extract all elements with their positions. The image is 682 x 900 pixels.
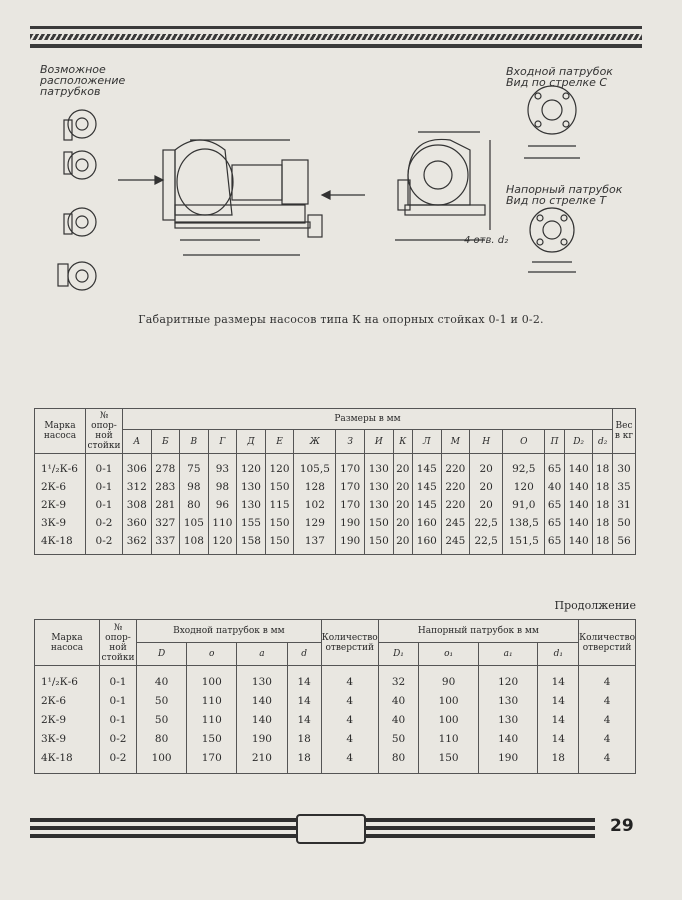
table-cell: 120 — [503, 478, 545, 496]
col-sizes: Размеры в мм — [123, 409, 613, 430]
table-cell: 4 — [579, 748, 636, 774]
table-cell: 130 — [478, 710, 538, 729]
subcol-header: d₂ — [593, 430, 613, 454]
label-inlet-nozzle — [506, 66, 613, 88]
inlet-flange-view — [524, 86, 580, 158]
table-cell: 91,0 — [503, 496, 545, 514]
table-cell: 170 — [336, 454, 365, 479]
table-cell: 80 — [378, 748, 419, 774]
table-cell: 20 — [470, 454, 503, 479]
table-cell: 100 — [187, 666, 237, 692]
table-cell: 140 — [564, 514, 593, 532]
table-cell: 102 — [294, 496, 336, 514]
col-weight: Вес в кг — [613, 409, 636, 454]
table-cell: 40 — [378, 710, 419, 729]
table-cell: 90 — [419, 666, 479, 692]
subcol-header: D₂ — [564, 430, 593, 454]
table-cell: 20 — [393, 532, 413, 555]
table-cell: 20 — [393, 478, 413, 496]
label-line: патрубков — [40, 85, 101, 98]
table-cell: 120 — [208, 532, 237, 555]
nozzle-position-2-icon — [64, 151, 96, 179]
table-cell: 0-2 — [86, 532, 123, 555]
table-cell: 150 — [187, 729, 237, 748]
table-cell: 278 — [151, 454, 180, 479]
table-cell: 14 — [538, 710, 579, 729]
table-cell: 18 — [538, 748, 579, 774]
table-cell: 4 — [579, 729, 636, 748]
table-cell: 0-2 — [100, 729, 137, 748]
nozzle-position-3-icon — [64, 208, 96, 236]
subcol-header: А — [123, 430, 152, 454]
table-cell: 4 — [321, 729, 378, 748]
subcol-header: a — [237, 643, 287, 666]
table-cell: 120 — [478, 666, 538, 692]
subcol-header: d₁ — [538, 643, 579, 666]
table-cell: 35 — [613, 478, 636, 496]
subcol-header: В — [180, 430, 209, 454]
table-cell: 20 — [470, 496, 503, 514]
table-cell: 18 — [287, 748, 321, 774]
table-cell: 0-1 — [100, 666, 137, 692]
table-cell: 145 — [413, 478, 442, 496]
table-cell: 4 — [579, 666, 636, 692]
table-cell: 362 — [123, 532, 152, 555]
table-cell: 110 — [187, 710, 237, 729]
table-cell: 0-2 — [86, 514, 123, 532]
table-cell: 245 — [441, 514, 470, 532]
table-cell: 40 — [545, 478, 565, 496]
table-row — [35, 478, 636, 496]
table-cell: 160 — [413, 514, 442, 532]
label-line: расположение — [40, 74, 126, 87]
table-cell: 210 — [237, 748, 287, 774]
table-cell: 140 — [237, 691, 287, 710]
label-line: Вид по стрелке С — [506, 76, 608, 89]
col-inlet: Входной патрубок в мм — [137, 620, 322, 643]
table-cell: 56 — [613, 532, 636, 555]
table-cell: 80 — [137, 729, 187, 748]
table-cell: 158 — [237, 532, 266, 555]
table-cell: 155 — [237, 514, 266, 532]
subcol-header: Ж — [294, 430, 336, 454]
continuation-label: Продолжение — [554, 599, 636, 612]
table-cell: 0-1 — [86, 454, 123, 479]
table-cell: 98 — [208, 478, 237, 496]
col-count-inlet: Количество отверстий — [321, 620, 378, 666]
table-cell: 40 — [137, 666, 187, 692]
col-outlet: Напорный патрубок в мм — [378, 620, 578, 643]
label-line: Вид по стрелке Т — [506, 194, 607, 207]
subcol-header: D — [137, 643, 187, 666]
table-cell: 130 — [364, 478, 393, 496]
table-cell: 140 — [564, 532, 593, 555]
table-cell: 4К-18 — [35, 748, 100, 774]
pump-emblem-icon — [296, 814, 366, 844]
col-brand: Марка насоса — [35, 409, 86, 454]
table-cell: 65 — [545, 532, 565, 555]
table-cell: 3К-9 — [35, 729, 100, 748]
col-stand: № опор-ной стойки — [86, 409, 123, 454]
subcol-header: О — [503, 430, 545, 454]
table-row — [35, 729, 636, 748]
table-cell: 140 — [237, 710, 287, 729]
subcol-header: o₁ — [419, 643, 479, 666]
col-stand: № опор-ной стойки — [100, 620, 137, 666]
table-cell: 14 — [538, 729, 579, 748]
table-cell: 190 — [336, 514, 365, 532]
table-cell: 190 — [336, 532, 365, 555]
table-cell: 18 — [593, 514, 613, 532]
table-cell: 3К-9 — [35, 514, 86, 532]
col-brand: Марка насоса — [35, 620, 100, 666]
table-cell: 30 — [613, 454, 636, 479]
table-cell: 130 — [478, 691, 538, 710]
table-cell: 0-1 — [86, 478, 123, 496]
table-cell: 145 — [413, 496, 442, 514]
table-row — [35, 710, 636, 729]
table-cell: 100 — [419, 710, 479, 729]
subcol-header: Е — [265, 430, 294, 454]
table-cell: 20 — [393, 514, 413, 532]
table-cell: 80 — [180, 496, 209, 514]
page-number: 29 — [610, 816, 634, 836]
table-cell: 22,5 — [470, 532, 503, 555]
table-cell: 140 — [564, 496, 593, 514]
table-cell: 22,5 — [470, 514, 503, 532]
nozzles-table — [34, 619, 636, 774]
table-cell: 327 — [151, 514, 180, 532]
table-cell: 50 — [613, 514, 636, 532]
table-cell: 150 — [364, 532, 393, 555]
label-possible-nozzles — [40, 64, 125, 97]
table-cell: 93 — [208, 454, 237, 479]
table-cell: 98 — [180, 478, 209, 496]
table-cell: 220 — [441, 478, 470, 496]
table-cell: 150 — [265, 478, 294, 496]
table-cell: 150 — [265, 514, 294, 532]
table-cell: 18 — [593, 532, 613, 555]
table-row — [35, 691, 636, 710]
subcol-header: o — [187, 643, 237, 666]
table-cell: 115 — [265, 496, 294, 514]
table-cell: 129 — [294, 514, 336, 532]
table-cell: 120 — [237, 454, 266, 479]
table-cell: 20 — [393, 496, 413, 514]
table-cell: 2К-9 — [35, 710, 100, 729]
table-cell: 14 — [538, 666, 579, 692]
table-cell: 4 — [321, 691, 378, 710]
table-cell: 40 — [378, 691, 419, 710]
table-cell: 108 — [180, 532, 209, 555]
table-cell: 20 — [470, 478, 503, 496]
table-cell: 4 — [321, 666, 378, 692]
nozzle-position-4-icon — [58, 262, 96, 290]
subcol-header: К — [393, 430, 413, 454]
table-cell: 151,5 — [503, 532, 545, 555]
table-cell: 145 — [413, 454, 442, 479]
subcol-header: d — [287, 643, 321, 666]
table-cell: 14 — [287, 691, 321, 710]
table-cell: 170 — [336, 478, 365, 496]
nozzle-position-1-icon — [64, 110, 96, 140]
table-cell: 50 — [137, 691, 187, 710]
table-cell: 220 — [441, 496, 470, 514]
table-cell: 312 — [123, 478, 152, 496]
table-cell: 2К-9 — [35, 496, 86, 514]
table-cell: 0-2 — [100, 748, 137, 774]
table-cell: 14 — [538, 691, 579, 710]
table-cell: 50 — [137, 710, 187, 729]
table-cell: 65 — [545, 496, 565, 514]
table-cell: 130 — [237, 496, 266, 514]
col-count-outlet: Количество отверстий — [579, 620, 636, 666]
subcol-header: Г — [208, 430, 237, 454]
table-cell: 306 — [123, 454, 152, 479]
table-cell: 4К-18 — [35, 532, 86, 555]
table-cell: 18 — [593, 454, 613, 479]
table-row — [35, 666, 636, 692]
table-cell: 100 — [419, 691, 479, 710]
table-cell: 337 — [151, 532, 180, 555]
table-cell: 140 — [478, 729, 538, 748]
table-cell: 110 — [208, 514, 237, 532]
table-cell: 281 — [151, 496, 180, 514]
figure-caption: Габаритные размеры насосов типа К на опорных стойках 0-1 и 0-2. — [138, 313, 544, 326]
pump-dimension-drawing — [0, 0, 682, 300]
table-cell: 4 — [321, 748, 378, 774]
table-cell: 20 — [393, 454, 413, 479]
table-cell: 150 — [419, 748, 479, 774]
table-cell: 1¹/₂К-6 — [35, 454, 86, 479]
subcol-header: Д — [237, 430, 266, 454]
table-cell: 105,5 — [294, 454, 336, 479]
subcol-header: И — [364, 430, 393, 454]
table-cell: 18 — [593, 496, 613, 514]
subcol-header: D₁ — [378, 643, 419, 666]
table-cell: 360 — [123, 514, 152, 532]
subcol-header: Н — [470, 430, 503, 454]
table-cell: 0-1 — [100, 710, 137, 729]
table-cell: 4 — [579, 710, 636, 729]
table-cell: 75 — [180, 454, 209, 479]
table-cell: 140 — [564, 454, 593, 479]
pump-front-view — [395, 132, 490, 240]
arrow-c-icon — [118, 176, 163, 184]
table-cell: 2К-6 — [35, 691, 100, 710]
table-cell: 150 — [364, 514, 393, 532]
table-cell: 245 — [441, 532, 470, 555]
subcol-header: З — [336, 430, 365, 454]
table-cell: 65 — [545, 514, 565, 532]
table-cell: 65 — [545, 454, 565, 479]
label-line: Входной патрубок — [506, 65, 613, 78]
table-cell: 100 — [137, 748, 187, 774]
table-row — [35, 532, 636, 555]
table-row — [35, 454, 636, 479]
subcol-header: Б — [151, 430, 180, 454]
table-cell: 120 — [265, 454, 294, 479]
table-cell: 1¹/₂К-6 — [35, 666, 100, 692]
table-cell: 31 — [613, 496, 636, 514]
table-cell: 130 — [364, 454, 393, 479]
table-cell: 130 — [364, 496, 393, 514]
table-cell: 283 — [151, 478, 180, 496]
table-cell: 110 — [419, 729, 479, 748]
table-cell: 0-1 — [86, 496, 123, 514]
table-cell: 138,5 — [503, 514, 545, 532]
table-cell: 170 — [336, 496, 365, 514]
label-line: Напорный патрубок — [506, 183, 623, 196]
table-cell: 14 — [287, 710, 321, 729]
label-holes: 4 отв. d₂ — [464, 235, 509, 246]
subcol-header: Л — [413, 430, 442, 454]
subcol-header: a₁ — [478, 643, 538, 666]
table-cell: 150 — [265, 532, 294, 555]
table-row — [35, 748, 636, 774]
table-cell: 140 — [564, 478, 593, 496]
table-cell: 190 — [237, 729, 287, 748]
table-cell: 92,5 — [503, 454, 545, 479]
arrow-t-icon — [322, 191, 365, 199]
table-cell: 18 — [287, 729, 321, 748]
table-cell: 2К-6 — [35, 478, 86, 496]
table-cell: 190 — [478, 748, 538, 774]
table-cell: 4 — [321, 710, 378, 729]
table-cell: 0-1 — [100, 691, 137, 710]
outlet-flange-view — [528, 208, 576, 272]
table-cell: 160 — [413, 532, 442, 555]
table-cell: 96 — [208, 496, 237, 514]
label-outlet-nozzle — [506, 184, 622, 206]
table-cell: 50 — [378, 729, 419, 748]
table-cell: 128 — [294, 478, 336, 496]
table-cell: 137 — [294, 532, 336, 555]
table-cell: 18 — [593, 478, 613, 496]
table-cell: 14 — [287, 666, 321, 692]
table-cell: 220 — [441, 454, 470, 479]
pump-side-view — [163, 140, 322, 255]
subcol-header: М — [441, 430, 470, 454]
table-cell: 130 — [237, 666, 287, 692]
table-cell: 308 — [123, 496, 152, 514]
subcol-header: П — [545, 430, 565, 454]
table-cell: 110 — [187, 691, 237, 710]
table-cell: 32 — [378, 666, 419, 692]
label-line: Возможное — [40, 63, 106, 76]
table-cell: 130 — [237, 478, 266, 496]
table-row — [35, 496, 636, 514]
table-row — [35, 514, 636, 532]
dimensions-table — [34, 408, 636, 555]
table-cell: 4 — [579, 691, 636, 710]
table-cell: 170 — [187, 748, 237, 774]
table-cell: 105 — [180, 514, 209, 532]
